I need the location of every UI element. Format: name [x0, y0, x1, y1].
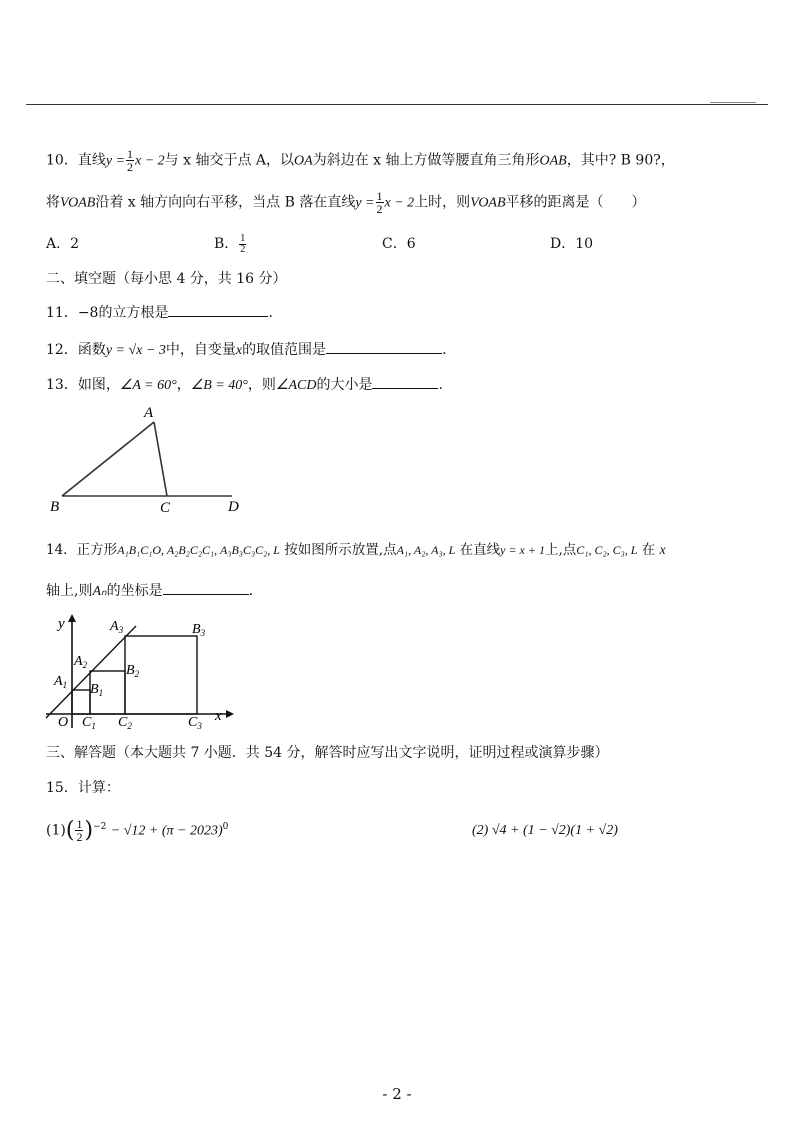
fig13-label-d: D: [228, 499, 239, 515]
fig13-label-c: C: [160, 500, 171, 516]
q14-answer-blank[interactable]: [163, 580, 249, 595]
q15-part2: (2) √4 + (1 − √2)(1 + √2): [472, 823, 618, 838]
header-rule-accent: [710, 102, 756, 103]
q12-answer-blank[interactable]: [326, 339, 442, 354]
q10-option-a: A．2: [46, 236, 80, 252]
q13: 13．如图，∠A = 60°，∠B = 40°，则∠ACD的大小是 .: [46, 374, 443, 394]
q12: 12．函数y = √x − 3中，自变量x的取值范围是 .: [46, 339, 447, 359]
fig14-y-arrow: [68, 614, 76, 622]
q15-title: 15．计算：: [46, 780, 120, 796]
q10-eq: y =: [105, 153, 125, 169]
fig14-label-a1: $A_1$: [54, 674, 68, 690]
fig13-label-b: B: [50, 499, 60, 515]
fig13-segment-ac: [154, 422, 167, 496]
q11: 11．−8的立方根是 .: [46, 302, 273, 322]
q11-answer-blank[interactable]: [168, 302, 268, 317]
fig14-label-b1: $B_1$: [90, 682, 104, 698]
section3-heading: 三、解答题（本大题共 7 小题．共 54 分，解答时应写出文字说明，证明过程或演算步骤）: [46, 745, 609, 761]
q15-part1: (1)( $\frac{1}{2}$ )$^{-2} - √12 + (\pi - 2023)^0$: [46, 817, 229, 844]
fig14-line: [46, 626, 136, 718]
q13-triangle-figure: [40, 400, 260, 520]
fig14-square-1: [72, 690, 90, 714]
fig13-segment-ba: [62, 422, 154, 496]
q12-expr: y = √x − 3: [105, 343, 166, 358]
q10-text-a: 10．直线: [46, 152, 106, 169]
fig14-label-c1: $C_1$: [82, 715, 96, 731]
fig14-label-c2: $C_2$: [118, 715, 132, 731]
q10-option-b: B． $\frac{1}{2}$: [214, 232, 246, 255]
q10-eq-tail: x − 2: [135, 153, 165, 169]
section2-heading: 二、填空题（每小思 4 分，共 16 分）: [46, 271, 287, 287]
fig14-label-b2: $B_2$: [126, 663, 140, 679]
header-rule: [26, 104, 768, 105]
q14-line1: 14．正方形A₁B₁C₁O, A₂B₂C₂C₁, A₃B₃C₃C₂, L 按如图所示放置,点A₁, A₂, A₃, L 在直线y = x + 1上,点C₁, C₂, C₃, L 在 x: [46, 542, 666, 558]
fig14-label-c3: $C_3$: [188, 715, 202, 731]
fig14-x-arrow: [226, 710, 234, 718]
q10-option-d: D．10: [550, 236, 594, 252]
fig14-label-a2: $A_2$: [74, 654, 88, 670]
q10-line1: 10．直线y = $\frac{1}{2}$ x − 2与 x 轴交于点 A，以OA为斜边在 x 轴上方做等腰直角三角形OAB，其中? B 90?，: [46, 147, 675, 174]
fig14-label-x: x: [215, 708, 222, 724]
q14-squares-figure: [40, 608, 240, 732]
q10-option-c: C．6: [382, 236, 416, 252]
q13-answer-blank[interactable]: [372, 374, 438, 389]
fig14-label-o: O: [58, 715, 69, 730]
page-number: - 2 -: [382, 1085, 412, 1103]
fig14-label-b3: $B_3$: [192, 622, 206, 638]
q14-line2: 轴上,则Aₙ的坐标是 .: [46, 580, 253, 600]
fig14-label-y: y: [58, 616, 65, 632]
fig13-label-a: A: [144, 405, 154, 421]
q10-frac: $\frac{1}{2}$: [127, 147, 133, 174]
fig14-label-a3: $A_3$: [110, 619, 124, 635]
q10-line2: 将VOAB沿着 x 轴方向向右平移，当点 B 落在直线y = $\frac{1}{2}$ x − 2上时，则VOAB平移的距离是（ ）: [46, 189, 646, 216]
